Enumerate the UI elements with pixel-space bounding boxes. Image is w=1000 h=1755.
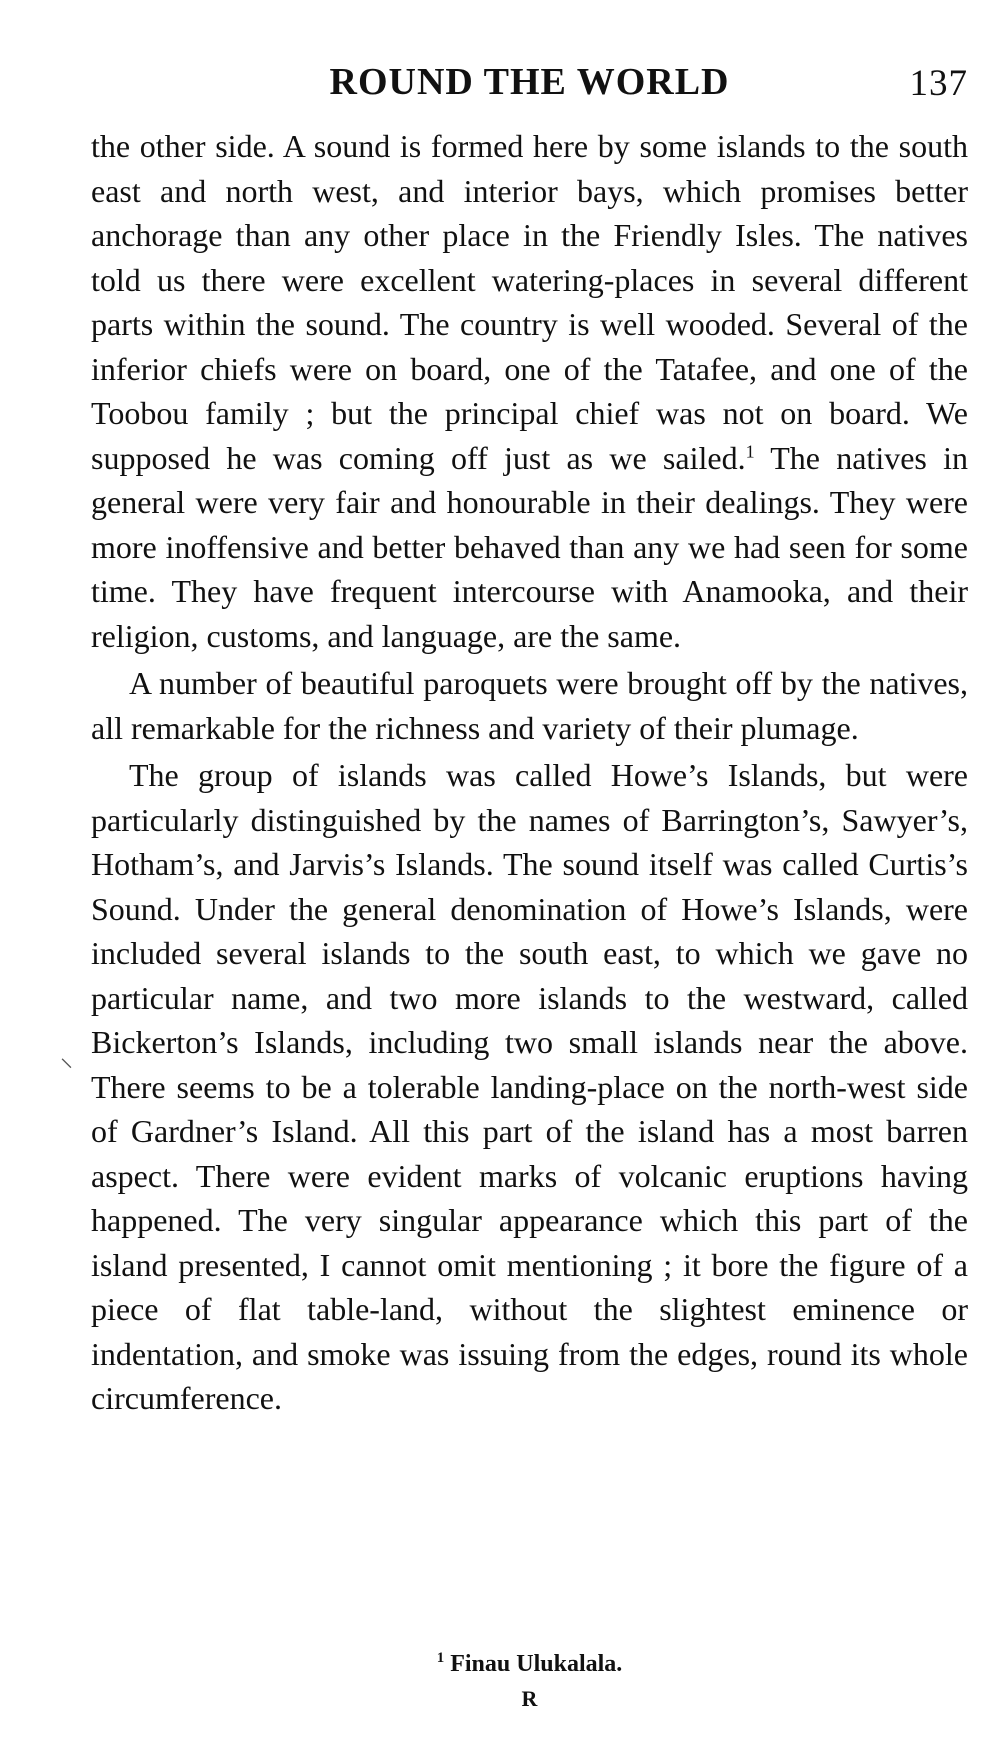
margin-pencil-mark: ⸜ xyxy=(60,1043,74,1072)
paragraph-2: A number of beautiful paroquets were brought off by the natives, all remarkable for the richness and variety of their plumage. xyxy=(91,665,968,746)
body-text xyxy=(91,124,968,1421)
footnote-marker: 1 xyxy=(436,1650,445,1666)
footnote-reference: 1 xyxy=(745,440,755,461)
paragraph-1-text-a: the other side. A sound is formed here by some islands to the south east and north west, and interior bays, which promises better anchorage than any other place in the Friendly Isles. The natives told us there were excellent watering-places in several different parts within the sound. The country is well wooded. Several of the inferior chiefs were on board, one of the Tatafee, and one of the Toobou family ; but the principal chief was not on board. We supposed he was coming off just as we sailed. xyxy=(91,128,968,476)
paragraph-1 xyxy=(91,124,968,658)
signature-mark: R xyxy=(521,1686,538,1711)
page-number: 137 xyxy=(909,63,968,104)
paragraph-1-text-b: The natives in general were very fair and honourable in their dealings. They were more inoffensive and better behaved than any we had seen for some time. They have frequent intercourse with Anamooka, and their religion, customs, and language, are the same. xyxy=(91,439,969,654)
page-header xyxy=(91,60,968,110)
paragraph-3: The group of islands was called Howe’s Islands, but were particularly distinguished by the names of Barrington’s, Sawyer’s, Hotham’s, and Jarvis’s Islands. The sound itself was called Curtis’s Sound. Under the general denomination of Howe’s Islands, were included several islands to the south east, to which we gave no particular name, and two more islands to the westward, called Bickerton’s Islands, including two small islands near the above. There seems to be a tolerable landing-place on the north-west side of Gardner’s Island. All this part of the island has a most barren aspect. There were evident marks of volcanic eruptions having happened. The very singular appearance which this part of the island presented, I cannot omit mentioning ; it bore the figure of a piece of flat table-land, without the slightest eminence or indentation, and smoke was issuing from the edges, round its whole circumference. xyxy=(91,757,968,1416)
running-title: ROUND THE WORLD xyxy=(329,61,730,103)
footnote xyxy=(91,1650,968,1678)
footnote-text: Finau Ulukalala. xyxy=(450,1651,623,1677)
